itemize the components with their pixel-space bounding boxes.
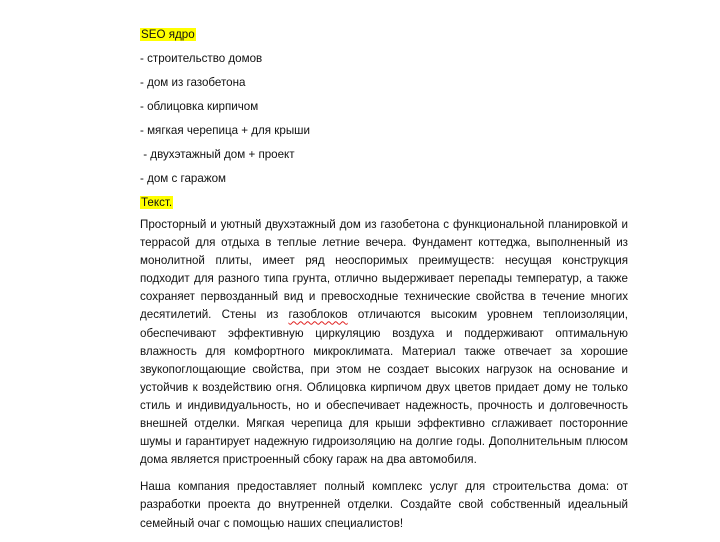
keyword-item: - облицовка кирпичом (140, 100, 259, 113)
document-body[interactable] (140, 26, 628, 542)
keyword-item: - строительство домов (140, 52, 263, 65)
keyword-item: - дом с гаражом (140, 172, 226, 185)
keyword-item: - дом из газобетона (140, 76, 246, 89)
keyword-item: - двухэтажный дом + проект (140, 148, 295, 161)
body-paragraph-1 (140, 216, 628, 469)
seo-heading: SEO ядро (141, 28, 195, 41)
text-heading: Текст. (141, 196, 173, 209)
misspelled-word[interactable]: газоблоков (288, 308, 348, 322)
text-heading-line (140, 194, 628, 216)
paragraph-1-part-1: Просторный и уютный двухэтажный дом из газобетона с функциональной планировкой и террасой для отдыха в теплые летние вечера. Фундамент коттеджа, выполненный из монолитной плиты, имеет ряд неоспоримых преимуществ: несущая конструкция подходит для разного типа грунта, отлично выдерживает перепады температур, а также сохраняет первозданный вид и превосходные технические свойства в течение многих десятилетий. Стены из (140, 218, 628, 322)
body-paragraph-2: Наша компания предоставляет полный комплекс услуг для строительства дома: от разработки проекта до внутренней отделки. Создайте свой собственный идеальный семейный очаг с помощью наших специалистов! (140, 480, 628, 530)
paragraph-1-part-2: отличаются высоким уровнем теплоизоляции, обеспечивают эффективную циркуляцию воздуха и поддерживают оптимальную влажность для комфортного микроклимата. Материал также отвечает за хорошие звукопоглощающие свойства, при этом не создает высоких нагрузок на основание и устойчив к воздействию огня. Облицовка кирпичом двух цветов придает дому не только стиль и индивидуальность, но и обеспечивает надежность, прочность и долговечность внешней отделки. Мягкая черепица для крыши эффективно сглаживает посторонние шумы и гарантирует надежную гидроизоляцию на долгие годы. Дополнительным плюсом дома является пристроенный сбоку гараж на два автомобиля. (140, 308, 628, 467)
keyword-item: - мягкая черепица + для крыши (140, 124, 310, 137)
seo-heading-line (140, 26, 628, 50)
